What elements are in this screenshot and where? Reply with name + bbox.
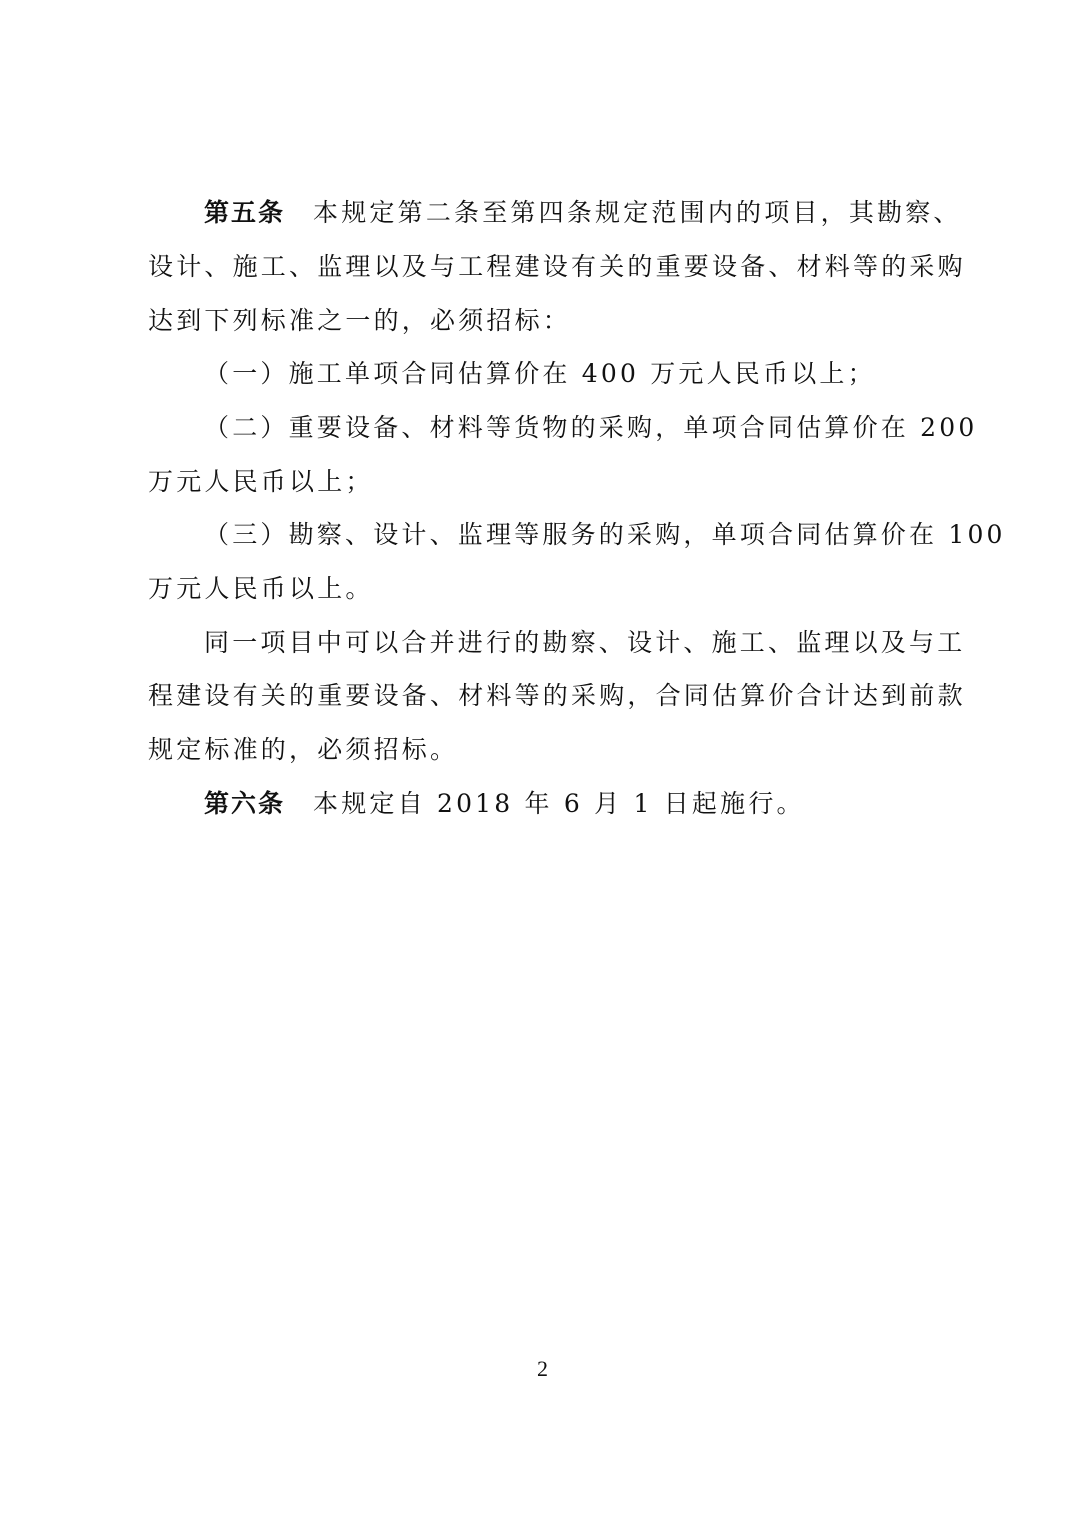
article-6-text: 本规定自 2018 年 6 月 1 日起施行。 bbox=[313, 789, 805, 818]
article-5-item-1: （一）施工单项合同估算价在 400 万元人民币以上； bbox=[204, 359, 876, 388]
article-5-text-1: 本规定第二条至第四条规定范围内的项目，其勘察、 bbox=[313, 198, 962, 227]
article-5-item-2-line-1: （二）重要设备、材料等货物的采购，单项合同估算价在 200 bbox=[204, 413, 978, 442]
article-5-paragraph-line-3: 规定标准的，必须招标。 bbox=[148, 735, 459, 764]
article-5-item-3-line-2: 万元人民币以上。 bbox=[148, 574, 374, 603]
article-5-first-line bbox=[204, 196, 1004, 230]
article-6-heading: 第六条 bbox=[204, 789, 286, 818]
page-number: 2 bbox=[537, 1356, 548, 1381]
article-5-text-2: 设计、施工、监理以及与工程建设有关的重要设备、材料等的采购 bbox=[148, 252, 966, 281]
article-5-heading: 第五条 bbox=[204, 198, 286, 227]
article-5-paragraph-line-1: 同一项目中可以合并进行的勘察、设计、施工、监理以及与工 bbox=[204, 628, 966, 657]
article-5-paragraph-line-2: 程建设有关的重要设备、材料等的采购，合同估算价合计达到前款 bbox=[148, 681, 966, 710]
article-5-text-3: 达到下列标准之一的，必须招标： bbox=[148, 306, 572, 335]
article-5-item-3-line-1: （三）勘察、设计、监理等服务的采购，单项合同估算价在 100 bbox=[204, 520, 1006, 549]
article-5-item-2-line-2: 万元人民币以上； bbox=[148, 467, 374, 496]
article-6-line bbox=[204, 787, 1004, 821]
